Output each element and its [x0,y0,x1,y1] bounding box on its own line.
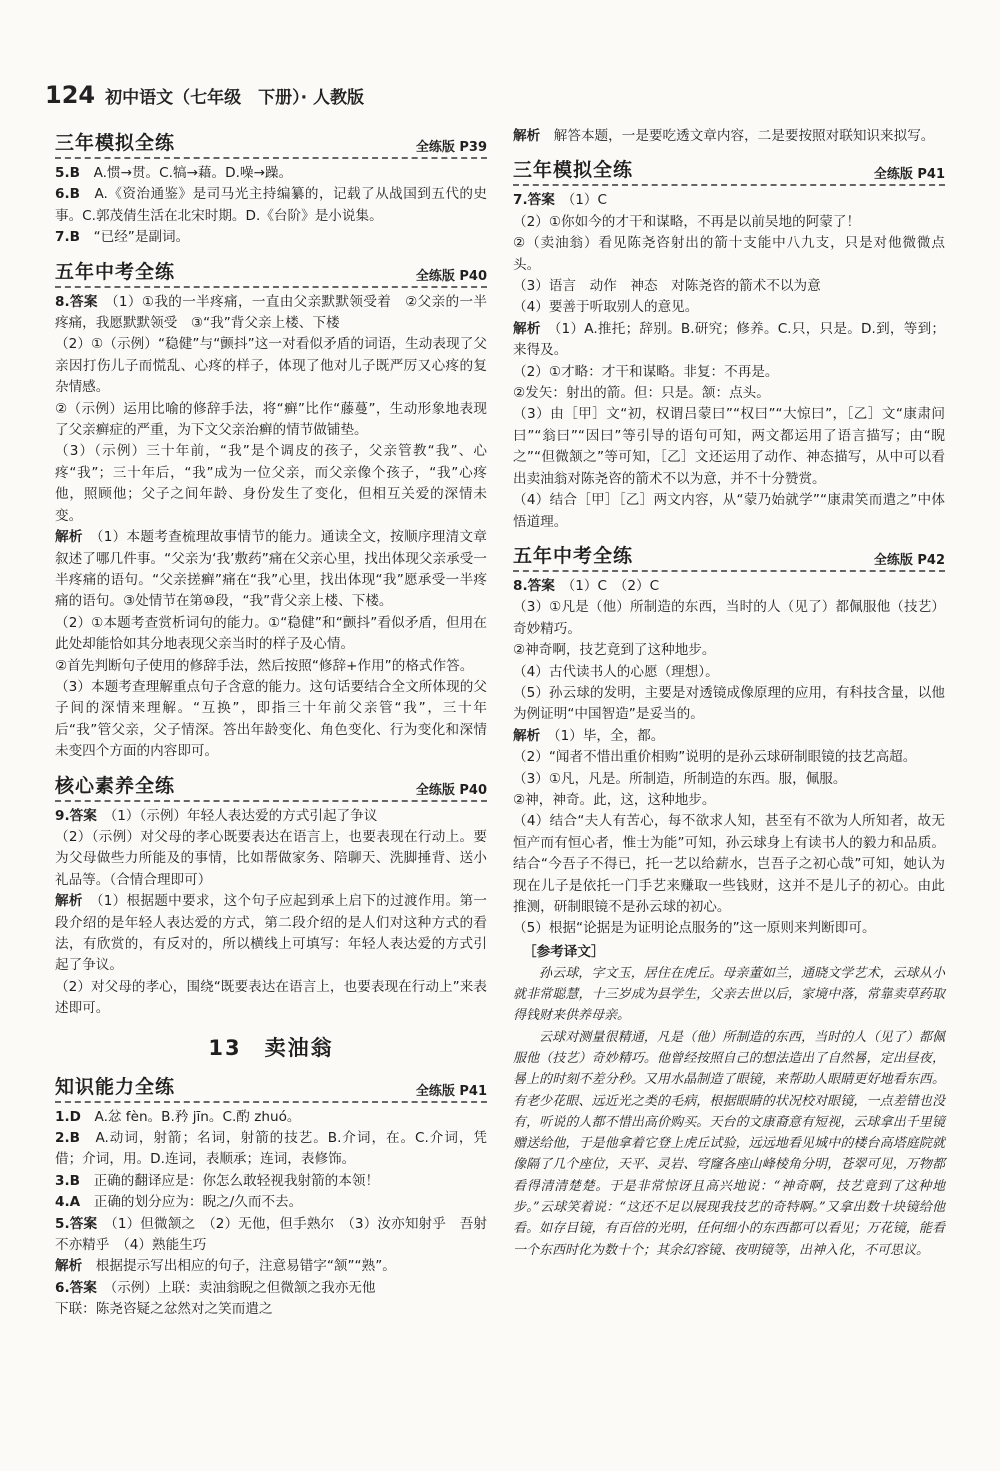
answer-paragraph [513,233,945,276]
answer-tag: 解析 [513,128,541,144]
answer-paragraph [55,806,487,827]
answer-text: “已经”是副词。 [93,229,190,246]
answer-paragraph [55,891,487,977]
answer-text: 正确的翻译应是：你怎么敢轻视我射箭的本领！ [93,1172,380,1189]
lesson-title: 13 卖油翁 [208,1035,334,1060]
answer-paragraph [513,297,945,318]
section-header [513,541,945,572]
section-header [55,257,487,288]
answer-paragraph [513,576,945,597]
book-title: 初中语文（七年级 下册）· 人教版 [105,87,364,108]
answer-text: A.忿 fèn。B.矜 jīn。C.酌 zhuó。 [94,1108,301,1125]
page-header [45,80,364,110]
answer-text: ②神奇啊，技艺竟到了这种地步。 [513,642,716,659]
answer-text: （3）①凡是（他）所制造的东西，当时的人（见了）都佩服他（技艺）奇妙精巧。 [513,599,945,637]
answer-paragraph [55,1128,487,1171]
answer-text: ②神，神奇。此，这，这种地步。 [513,791,716,808]
section-ref: 全练版 P40 [415,782,487,798]
answer-paragraph [513,383,945,404]
answer-tag: 解析 [55,1258,83,1275]
answer-tag: 解析 [513,727,541,744]
section-title: 知识能力全练 [55,1075,176,1098]
answer-text: （2）“闻者不惜出重价相购”说明的是孙云球研制眼镜的技艺高超。 [513,749,917,766]
answer-text: （2）①本题考查赏析词句的能力。①“稳健”和“颤抖”看似矛盾，但用在此处却能恰如其分地表现父亲当时的样子及心情。 [55,614,487,653]
answer-text: ②（卖油翁）看见陈尧咨射出的箭十支能中八九支，只是对他微微点头。 [513,235,945,273]
section-ref: 全练版 P40 [415,268,487,284]
answer-text: （1）C （2）C [568,577,660,594]
answer-text: A.《资治通鉴》是司马光主持编纂的，记载了从战国到五代的史事。C.郭茂倩生活在北宋时期。D.《台阶》是小说集。 [55,186,487,224]
answer-text: ②（示例）运用比喻的修辞手法，将“癣”比作“藤蔓”，生动形象地表现了父亲癣症的严重，为下文父亲治癣的情节做铺垫。 [55,400,487,439]
answer-text: （3）本题考查理解重点句子含意的能力。这句话要结合全文所体现的父子间的深情来理解。“互换”，即指三十年前父亲管“我”，三十年后“我”管父亲，父子情深。答出年龄变化、角色变化、行为变化和深情未变四个方面的内容即可。 [55,678,487,760]
section-title: 五年中考全练 [513,544,634,567]
left-column [55,120,487,1321]
answer-paragraph [513,662,945,683]
answer-tag: 6.答案 [55,1279,97,1296]
answer-tag: 5.答案 [55,1215,98,1232]
answer-tag: 2.B [55,1130,80,1147]
answer-text: （1）本题考查梳理故事情节的能力。通读全文，按顺序理清文章叙述了哪几件事。“父亲为‘我’敷药”痛在父亲心里，找出体现父亲承受一半疼痛的语句。“父亲搓癣”痛在“我”心里，找出体现“我”愿承受一半疼痛的语句。③处情节在第⑩段，“我”背父亲上楼、下楼。 [55,529,488,610]
answer-paragraph [55,292,487,335]
answer-tag: 7.B [55,229,80,246]
answer-text: 解答本题，一是要吃透文章内容，二是要按照对联知识来拟写。 [553,128,935,144]
answer-text: （示例）上联：卖油翁睨之但微颔之我亦无他 [110,1279,376,1296]
answer-tag: 3.B [55,1172,80,1189]
section-ref: 全练版 P41 [873,167,945,183]
answer-paragraph [55,527,487,613]
section-header [55,1072,487,1103]
answer-paragraph [513,490,945,533]
answer-tag: 6.B [55,186,80,203]
translation-paragraph: 孙云球，字文玉，居住在虎丘。母亲董如兰，通晓文学艺术，云球从小就非常聪慧，十三岁成为县学生，父亲去世以后，家境中落，常靠卖草药取得钱财来供养母亲。 [513,965,945,1024]
right-column [513,126,945,1261]
section-header [513,155,945,186]
answer-paragraph [55,399,487,442]
answer-text: （1）根据题中要求，这个句子应起到承上启下的过渡作用。第一段介绍的是年轻人表达爱的方式，第二段介绍的是人们对这种方式的看法，有欣赏的，有反对的，所以横线上可填写：年轻人表达爱的方式引起了争议。 [55,893,488,974]
answer-paragraph [55,656,487,677]
answer-text: （3）由［甲］文“初，权谓吕蒙曰”“权曰”“大惊曰”，［乙］文“康肃问曰”“翁曰”“因曰”等引导的语句可知，两文都运用了语言描写；由“睨之”“但微颔之”等可知，［乙］文还运用了动作、神态描写，从中可以看出卖油翁对陈尧咨的箭术不以为意，并不十分赞赏。 [513,406,945,487]
answer-paragraph [55,1171,487,1192]
answer-text: A.惯→贯。C.犒→藉。D.噪→躁。 [93,165,293,181]
answer-paragraph [55,977,487,1020]
answer-paragraph [513,319,945,362]
answer-tag: 8.答案 [513,577,555,594]
answer-paragraph [513,640,945,661]
answer-paragraph [55,184,487,227]
answer-tag: 解析 [55,893,83,910]
answer-text: （5）孙云球的发明，主要是对透镜成像原理的应用，有科技含量，以他为例证明“中国智造”是妥当的。 [513,684,945,723]
answer-text: （2）①你如今的才干和谋略，不再是以前吴地的阿蒙了！ [513,213,861,230]
section-title: 核心素养全练 [55,774,176,797]
answer-text: （3）①凡，凡是。所制造，所制造的东西。服，佩服。 [513,770,847,787]
section-divider [55,157,487,159]
section-title: 五年中考全练 [55,260,176,283]
answer-paragraph [513,918,945,939]
answer-text: （5）根据“论据是为证明论点服务的”这一原则来判断即可。 [513,920,876,937]
section-divider [55,1101,487,1103]
answer-text: ②首先判断句子使用的修辞手法，然后按照“修辞+作用”的格式作答。 [55,657,474,674]
answer-text: 下联：陈尧咨疑之忿然对之笑而遣之 [55,1301,273,1318]
answer-text: （1）A.推托；辞别。B.研究；修养。C.只，只是。D.到，等到；来得及。 [513,320,946,359]
answer-tag: 4.A [55,1194,81,1211]
answer-tag: 8.答案 [55,293,98,310]
section-row [55,257,487,284]
answer-paragraph [55,334,487,398]
answer-paragraph [513,769,945,790]
answer-paragraph [55,677,487,763]
answer-text: 正确的划分应为：睨之/久而不去。 [93,1194,303,1211]
section-title: 三年模拟全练 [55,132,176,154]
answer-paragraph [55,1256,487,1277]
answer-tag: 7.答案 [513,192,555,209]
answer-paragraph [55,163,487,184]
answer-paragraph [513,811,945,918]
answer-paragraph [55,1278,487,1299]
answer-text: （3）（示例）三十年前，“我”是个调皮的孩子，父亲管教“我”、心疼“我”；三十年后，“我”成为一位父亲，而父亲像个孩子，“我”心疼他，照顾他；父子之间年龄、身份发生了变化，但相互关爱的深情未变。 [55,443,487,524]
section-title: 三年模拟全练 [513,159,634,182]
answer-text: （1）C [568,192,607,209]
answer-paragraph [55,613,487,656]
answer-paragraph [513,362,945,383]
answer-paragraph [513,726,945,747]
answer-paragraph [513,126,945,147]
section-ref: 全练版 P42 [873,552,945,568]
answer-tag: 1.D [55,1108,81,1125]
answer-text: （2）对父母的孝心，围绕“既要表达在语言上，也要表现在行动上”来表述即可。 [55,978,487,1017]
answer-text: 根据提示写出相应的句子，注意易错字“颔”“熟”。 [95,1258,396,1275]
answer-paragraph [513,212,945,233]
answer-text: （1）但微颔之 （2）无他，但手熟尔 （3）汝亦知射乎 吾射不亦精乎 （4）熟能生巧 [55,1215,488,1254]
section-ref: 全练版 P41 [415,1083,487,1099]
answer-paragraph [513,747,945,768]
answer-tag: 解析 [55,529,83,546]
section-header [55,128,487,159]
answer-paragraph [55,227,487,248]
answer-paragraph [513,597,945,640]
answer-text: （3）语言 动作 神态 对陈尧咨的箭术不以为意 [513,278,821,295]
answer-text: （4）古代读书人的心愿（理想）。 [513,663,719,680]
answer-text: ②发矢：射出的箭。但：只是。颔：点头。 [513,385,770,402]
answer-text: （1）（示例）年轻人表达爱的方式引起了争议 [110,807,378,824]
answer-text: （4）要善于听取别人的意见。 [513,299,699,316]
section-divider [513,184,945,186]
section-header [55,771,487,802]
answer-paragraph [513,683,945,726]
answer-text: （1）①我的一半疼痛，一直由父亲默默领受着 ②父亲的一半疼痛，我愿默默领受 ③“我”背父亲上楼、下楼 [55,293,487,332]
answer-paragraph [55,1107,487,1128]
answer-tag: 解析 [513,320,541,337]
answer-paragraph [55,1214,487,1257]
section-divider [55,286,487,288]
answer-paragraph [55,1192,487,1213]
answer-paragraph [55,827,487,891]
section-row [55,771,487,798]
answer-paragraph [513,276,945,297]
section-divider [513,570,945,572]
answer-text: （4）结合“夫人有苦心，每不欲求人知，甚至有不欲为人所知者，故无恒产而有恒心者，惟士为能”可知，孙云球身上有读书人的毅力和品质。结合“今吾子不得已，托一艺以给薪水，岂吾子之初心哉”可知，她认为现在儿子是依托一门手艺来赚取一些钱财，这并不是儿子的初心。由此推测，研制眼镜不是孙云球的初心。 [513,813,945,915]
section-row [55,128,487,155]
answer-text: （1）毕，全，都。 [553,727,665,744]
answer-text: （2）（示例）对父母的孝心既要表达在语言上，也要表现在行动上。要为父母做些力所能及的事情，比如帮做家务、陪聊天、洗脚捶背、送小礼品等。（合情合理即可） [55,828,487,888]
answer-text: （2）①才略：才干和谋略。非复：不再是。 [513,363,779,380]
answer-tag: 5.B [55,165,80,181]
section-row [513,541,945,568]
section-ref: 全练版 P39 [415,140,487,155]
section-divider [55,800,487,802]
answer-text: （2）①（示例）“稳健”与“颤抖”这一对看似矛盾的词语，生动表现了父亲因打伤儿子而慌乱、心疼的样子，体现了他对儿子既严厉又心疼的复杂情感。 [55,336,487,396]
answer-tag: 9.答案 [55,807,97,824]
translation-paragraph: 云球对测量很精通，凡是（他）所制造的东西，当时的人（见了）都佩服他（技艺）奇妙精巧。他曾经按照自己的想法造出了自然晷，定出昼夜，晷上的时刻不差分秒。又用水晶制造了眼镜，来帮助人眼睛更好地看东西。有老少花眼、远近光之类的毛病，根据眼睛的状况校对眼镜，一点差错也没有，听说的人都不惜出高价购买。天台的文康裔意有短视，云球拿出千里镜赠送给他，于是他拿着它登上虎丘试验，远远地看见城中的楼台高塔庭院就像隔了几个座位，天平、灵岩、穹窿各座山峰棱角分明，苍翠可见，万物都看得清清楚楚。于是非常惊讶且高兴地说：“神奇啊，技艺竟到了这种地步。”云球笑着说：“这还不足以展现我技艺的奇特啊。”又拿出数十块镜给他看。如存目镜，有百倍的光明，任何细小的东西都可以看见；万花镜，能看一个东西时化为数十个；其余幻容镜、夜明镜等，出神入化，不可思议。 [513,1029,945,1258]
answer-text: A.动词，射箭；名词，射箭的技艺。B.介词，在。C.介词，凭借；介词，用。D.连词，表顺承；连词，表修饰。 [55,1130,488,1168]
section-row [513,155,945,182]
section-row [55,1072,487,1099]
answer-paragraph [55,441,487,527]
page-number: 124 [45,81,96,109]
answer-paragraph [513,404,945,490]
answer-paragraph [513,190,945,211]
answer-paragraph [55,1299,487,1320]
answer-text: （4）结合［甲］［乙］两文内容，从“蒙乃始就学”“康肃笑而遣之”中体悟道理。 [513,492,945,530]
answer-paragraph [513,790,945,811]
translation-title: ［参考译文］ [523,943,605,960]
